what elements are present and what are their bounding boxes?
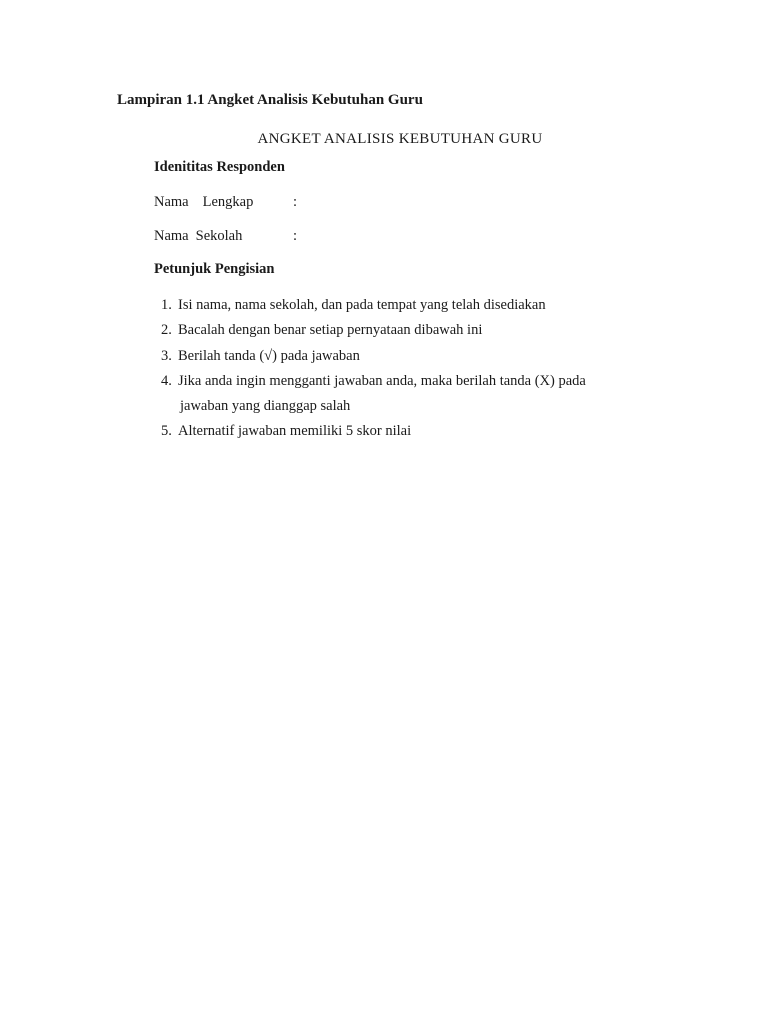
field-row-school-name [154,228,297,245]
list-item [161,318,586,343]
list-item-number: 3. [161,347,172,364]
list-item-text: Bacalah dengan benar setiap pernyataan dibawah ini [178,322,483,339]
list-item [161,369,586,420]
list-item [161,344,586,369]
instructions-section-heading: Petunjuk Pengisian [154,261,275,277]
field-separator: : [293,194,298,210]
field-label-full-name [154,194,293,211]
list-item-continuation: jawaban yang dianggap salah [180,398,351,415]
document-title: ANGKET ANALISIS KEBUTUHAN GURU [257,131,543,147]
field-label-school-name [154,228,293,245]
list-item-number: 1. [161,297,172,313]
list-item-text: Berilah tanda (√) pada jawaban [178,347,360,364]
list-item-text: Isi nama, nama sekolah, dan pada tempat yang telah disediakan [178,297,546,313]
list-item-number: 2. [161,322,172,339]
field-label-word: Sekolah [195,228,243,244]
list-item-number: 5. [161,423,172,440]
appendix-title: Lampiran 1.1 Angket Analisis Kebutuhan Guru [117,92,423,108]
field-label-word: Nama [154,194,189,210]
list-item-text: Alternatif jawaban memiliki 5 skor nilai [178,423,412,440]
list-item [161,293,586,318]
instructions-list [161,293,586,445]
field-label-word: Lengkap [202,194,254,210]
list-item-number: 4. [161,372,172,389]
list-item [161,419,586,444]
identity-section-heading: Idenititas Responden [154,159,285,175]
field-label-word: Nama [154,228,189,244]
field-row-full-name [154,194,297,211]
list-item-text: Jika anda ingin mengganti jawaban anda, maka berilah tanda (X) pada [178,372,586,389]
field-separator: : [293,228,298,244]
